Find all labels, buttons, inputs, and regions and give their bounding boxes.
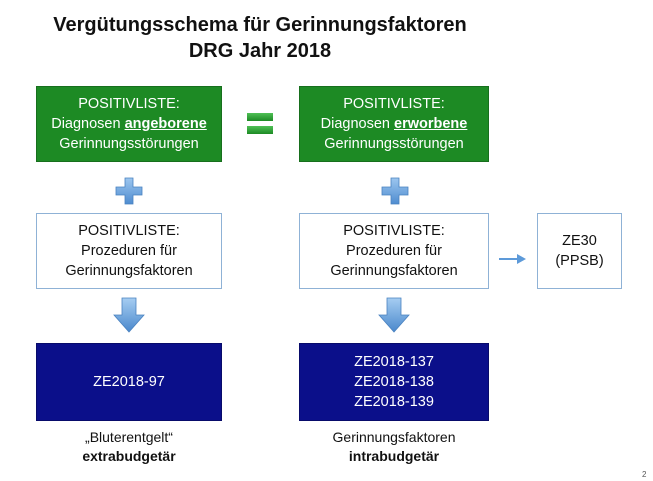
right-diagnosis-line-2 <box>321 114 468 134</box>
right-procedures-line-1: POSITIVLISTE: <box>343 223 445 239</box>
right-result-box <box>299 343 489 421</box>
equals-bar-bottom <box>247 126 273 134</box>
left-result-code: ZE2018-97 <box>93 374 165 390</box>
left-caption-line-1: „Bluterentgelt“ <box>85 429 173 445</box>
left-diagnosis-line-3: Gerinnungsstörungen <box>59 136 199 152</box>
right-procedures-line-3: Gerinnungsfaktoren <box>330 263 458 279</box>
left-caption-line-2: extrabudgetär <box>82 448 176 464</box>
title-line-1: Vergütungsschema für Gerinnungsfaktoren <box>53 14 467 36</box>
left-result-box <box>36 343 222 421</box>
left-diagnosis-line-1: POSITIVLISTE: <box>78 96 180 112</box>
right-caption <box>299 428 489 466</box>
right-diagnosis-line-1: POSITIVLISTE: <box>343 96 445 112</box>
right-caption-line-2: intrabudgetär <box>348 448 440 464</box>
left-diagnosis-prefix: Diagnosen <box>51 116 125 132</box>
right-result-code-3: ZE2018-139 <box>354 394 434 410</box>
left-procedures-line-2: Prozeduren für <box>81 243 177 259</box>
left-diagnosis-box <box>36 86 222 162</box>
right-procedures-box <box>299 213 489 289</box>
right-procedures-line-2: Prozeduren für <box>346 243 442 259</box>
right-diagnosis-prefix: Diagnosen <box>320 116 394 132</box>
left-procedures-line-3: Gerinnungsfaktoren <box>65 263 193 279</box>
title-line-2: DRG Jahr 2018 <box>188 40 332 62</box>
arrow-down-icon-left <box>114 298 144 332</box>
right-diagnosis-line-3: Gerinnungsstörungen <box>324 136 464 152</box>
equals-icon <box>247 113 273 135</box>
arrow-down-icon-right <box>379 298 409 332</box>
page-title <box>0 12 520 64</box>
right-caption-line-1: Gerinnungsfaktoren <box>332 429 456 445</box>
page-number: 2 <box>642 470 647 479</box>
left-diagnosis-line-2 <box>51 114 207 134</box>
plus-icon-left <box>116 178 142 204</box>
right-diagnosis-box <box>299 86 489 162</box>
right-diagnosis-emphasis: erworbene <box>394 116 468 132</box>
side-box-line-1: ZE30 <box>562 233 597 249</box>
plus-icon-right <box>382 178 408 204</box>
side-box-line-2: (PPSB) <box>555 253 604 269</box>
left-procedures-box <box>36 213 222 289</box>
right-result-code-1: ZE2018-137 <box>354 354 434 370</box>
right-result-code-2: ZE2018-138 <box>354 374 434 390</box>
left-diagnosis-emphasis: angeborene <box>124 116 207 132</box>
left-caption <box>36 428 222 466</box>
arrow-right-icon <box>499 253 527 265</box>
side-box-ze30 <box>537 213 622 289</box>
left-procedures-line-1: POSITIVLISTE: <box>78 223 180 239</box>
equals-bar-top <box>247 113 273 121</box>
